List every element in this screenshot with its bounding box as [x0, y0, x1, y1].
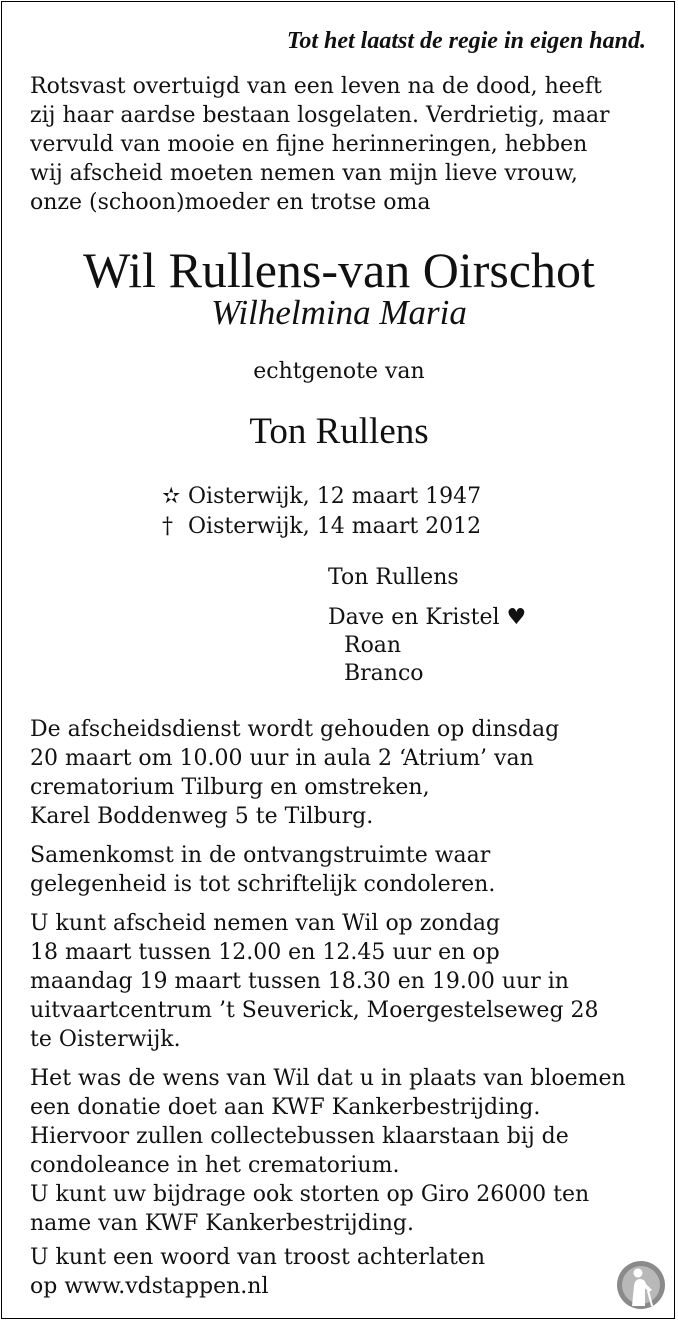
intro-line: wij afscheid moeten nemen van mijn lieve vrouw, — [30, 161, 578, 186]
intro-line: zij haar aardse bestaan losgelaten. Verdrietig, maar — [30, 103, 610, 128]
donation-line: name van KWF Kankerbestrijding. — [30, 1211, 414, 1236]
family-spouse — [328, 564, 459, 592]
death-row — [162, 512, 481, 542]
intro-line: vervuld van mooie en fijne herinneringen, hebben — [30, 132, 588, 157]
spouse-name: Ton Rullens — [249, 411, 429, 452]
service-line: Karel Boddenweg 5 te Tilburg. — [30, 804, 374, 829]
obituary-card — [1, 1, 675, 1319]
service-paragraph — [30, 715, 660, 831]
star-icon: ✫ — [162, 484, 181, 509]
funeral-home-logo-icon — [616, 1260, 666, 1310]
donation-line: U kunt uw bijdrage ook storten op Giro 26000 ten — [30, 1182, 590, 1207]
intro-paragraph — [30, 72, 660, 217]
donation-line: condoleance in het crematorium. — [30, 1153, 400, 1178]
gathering-paragraph — [30, 841, 660, 899]
viewing-line: U kunt afscheid nemen van Wil op zondag — [30, 911, 501, 936]
donation-line: een donatie doet aan KWF Kankerbestrijding. — [30, 1095, 541, 1120]
viewing-line: te Oisterwijk. — [30, 1027, 181, 1052]
intro-line: onze (schoon)moeder en trotse oma — [30, 190, 431, 215]
motto: Tot het laatst de regie in eigen hand. — [286, 28, 646, 54]
condolence-line: U kunt een woord van troost achterlaten — [30, 1245, 485, 1270]
deceased-given-names: Wilhelmina Maria — [211, 293, 467, 332]
death-date: Oisterwijk, 14 maart 2012 — [188, 514, 482, 539]
family-children — [328, 604, 526, 688]
relation-label: echtgenote van — [253, 359, 425, 384]
condolence-line: op www.vdstappen.nl — [30, 1274, 269, 1299]
gathering-line: Samenkomst in de ontvangstruimte waar — [30, 843, 491, 868]
birth-row — [162, 482, 481, 512]
service-line: crematorium Tilburg en omstreken, — [30, 775, 430, 800]
viewing-line: uitvaartcentrum ’t Seuverick, Moergestelseweg 28 — [30, 998, 599, 1023]
service-line: 20 maart om 10.00 uur in aula 2 ‘Atrium’ van — [30, 746, 534, 771]
donation-line: Hiervoor zullen collectebussen klaarstaan bij de — [30, 1124, 569, 1149]
service-line: De afscheidsdienst wordt gehouden op dinsdag — [30, 717, 560, 742]
donation-paragraph — [30, 1064, 660, 1238]
deceased-name: Wil Rullens-van Oirschot — [83, 242, 595, 298]
grandchild-name: Roan — [344, 633, 402, 658]
family-spouse-name: Ton Rullens — [328, 565, 459, 590]
gathering-line: gelegenheid is tot schriftelijk condoleren. — [30, 872, 496, 897]
grandchild-name: Branco — [344, 661, 424, 686]
birth-date: Oisterwijk, 12 maart 1947 — [188, 484, 482, 509]
viewing-paragraph — [30, 909, 660, 1054]
donation-line: Het was de wens van Wil dat u in plaats van bloemen — [30, 1066, 626, 1091]
condolence-paragraph — [30, 1243, 660, 1301]
life-dates — [162, 482, 481, 542]
viewing-line: maandag 19 maart tussen 18.30 en 19.00 uur in — [30, 969, 569, 994]
viewing-line: 18 maart tussen 12.00 en 12.45 uur en op — [30, 940, 500, 965]
cross-icon: † — [162, 514, 173, 539]
family-children-names: Dave en Kristel ♥ — [328, 605, 527, 630]
intro-line: Rotsvast overtuigd van een leven na de dood, heeft — [30, 74, 602, 99]
